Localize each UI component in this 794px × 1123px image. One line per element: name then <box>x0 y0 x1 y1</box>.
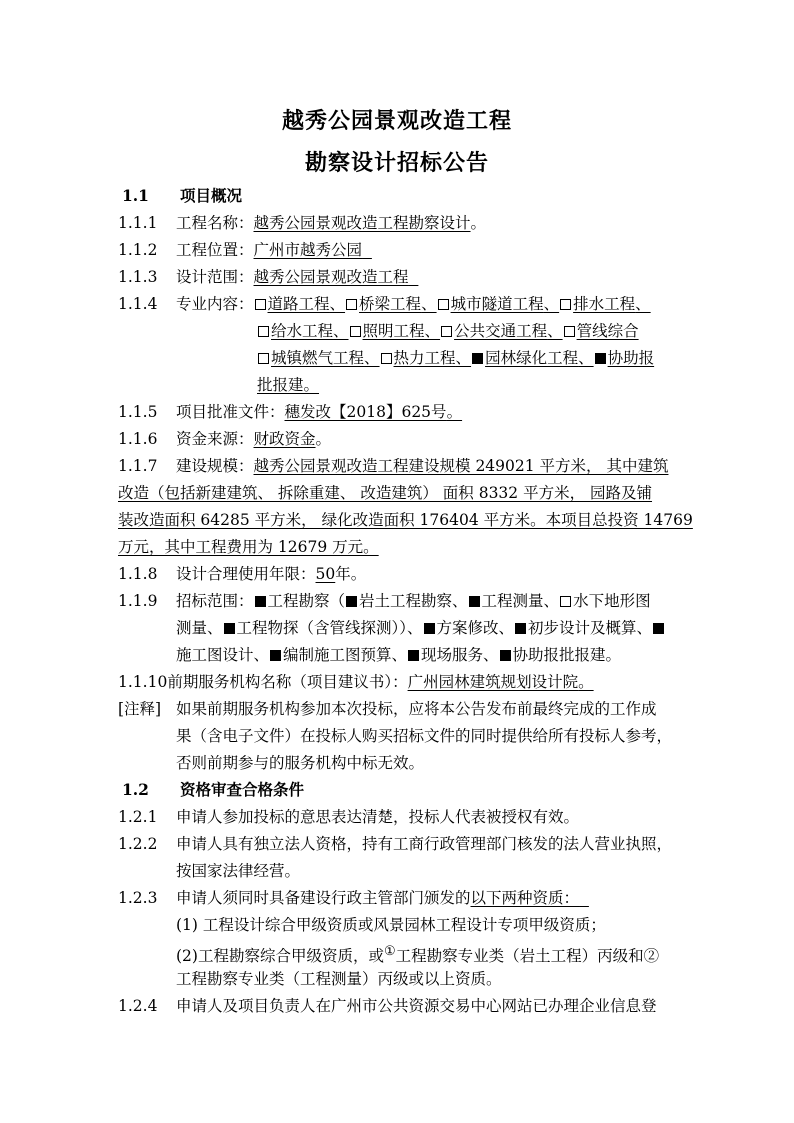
checkbox-icon <box>441 326 452 337</box>
option-label: 城镇燃气工程 <box>271 349 365 367</box>
checked-checkbox-icon <box>346 596 357 607</box>
option-label: 协助报 <box>607 349 655 367</box>
punct: 。 <box>578 673 594 691</box>
scope-text: 编制施工图预算、 <box>283 646 408 664</box>
item-1-1-9-line2 <box>176 618 666 638</box>
scope-text: 协助报批报建。 <box>512 646 622 664</box>
item-number: 1.1.4 <box>118 295 158 313</box>
item-number: 1.1.3 <box>118 268 158 286</box>
checkbox-icon <box>560 299 571 310</box>
scope-text: 水下地形图 <box>573 592 651 610</box>
item-1-1-4-line3 <box>257 348 654 368</box>
item-label: 工程位置： <box>176 241 254 259</box>
design-scope-value: 越秀公园景观改造工程 <box>253 268 409 286</box>
sep: 、 <box>421 295 437 313</box>
item-label: 建设规模： <box>176 457 254 475</box>
item-label: 设计范围： <box>176 268 254 286</box>
item-1-1-10 <box>118 672 594 692</box>
item-number: 1.2.2 <box>118 835 158 853</box>
item-1-2-3 <box>118 888 589 908</box>
item-text: 申请人具有独立法人资格，持有工商行政管理部门核发的法人营业执照， <box>176 835 673 853</box>
punct: 。 <box>470 214 487 232</box>
item-1-1-8 <box>118 564 366 584</box>
item-1-1-9-line3 <box>176 645 621 665</box>
item-1-1-1 <box>118 213 486 233</box>
item-1-1-3 <box>118 267 418 287</box>
document-subtitle: 勘察设计招标公告 <box>304 150 489 176</box>
qual-text: (2)工程勘察综合甲级资质，或 <box>176 947 384 965</box>
item-1-2-1 <box>118 807 579 827</box>
note-line3: 否则前期参与的服务机构中标无效。 <box>176 754 425 772</box>
checkbox-icon <box>255 299 266 310</box>
option-label: 道路工程 <box>267 295 330 313</box>
checkbox-icon <box>564 326 575 337</box>
scale-text-line4: 万元，其中工程费用为 12679 万元。 <box>118 538 379 556</box>
qualification-2-line2: 工程勘察专业类（工程测量）丙级或以上资质。 <box>176 970 502 988</box>
item-label: 资金来源： <box>176 430 254 448</box>
section-heading: 项目概况 <box>180 186 243 205</box>
item-number: 1.1.8 <box>118 565 158 583</box>
scope-text: 方案修改、 <box>436 619 515 637</box>
item-text-underlined: 以下两种资质： <box>470 889 580 907</box>
option-label: 排水工程 <box>573 295 636 313</box>
option-label: 公共交通工程 <box>454 322 548 340</box>
qualification-1: (1) 工程设计综合甲级资质或风景园林工程设计专项甲级资质； <box>176 916 606 934</box>
option-label: 照明工程 <box>362 322 425 340</box>
scope-text: 施工图设计、 <box>176 646 270 664</box>
option-label: 桥梁工程 <box>359 295 422 313</box>
checked-checkbox-icon <box>595 353 606 364</box>
document-title: 越秀公园景观改造工程 <box>281 108 512 134</box>
item-1-1-9 <box>118 591 651 611</box>
item-1-1-6 <box>118 429 331 449</box>
item-text: 申请人参加投标的意思表达清楚，投标人代表被授权有效。 <box>176 808 580 826</box>
item-1-1-5 <box>118 402 462 422</box>
checked-checkbox-icon <box>469 596 480 607</box>
prior-agency-value: 广州园林建筑规划设计院 <box>407 673 579 691</box>
section-1-2 <box>122 780 304 800</box>
item-label: 设计合理使用年限： <box>176 565 316 583</box>
section-heading: 资格审查合格条件 <box>180 780 305 799</box>
approval-doc-value: 穗发改【2018】625号 <box>284 403 447 421</box>
checked-checkbox-icon <box>653 623 664 634</box>
sep: 、 <box>635 295 651 313</box>
item-label: 前期服务机构名称（项目建议书）： <box>167 673 408 691</box>
scope-text: 岩土工程勘察、 <box>359 592 468 610</box>
option-label: 园林绿化工程 <box>485 349 579 367</box>
checked-checkbox-icon <box>424 623 435 634</box>
punct: 。 <box>446 403 463 421</box>
item-number: 1.2.3 <box>118 889 158 907</box>
option-label: 给水工程 <box>271 322 334 340</box>
checked-checkbox-icon <box>500 650 511 661</box>
checkbox-icon <box>350 326 361 337</box>
item-number: 1.1.7 <box>118 457 158 475</box>
scope-text: 工程物探（含管线探测））、 <box>236 619 423 637</box>
qual-text: 工程勘察专业类（岩土工程）丙级和② <box>395 947 660 965</box>
sep: 、 <box>455 349 472 367</box>
sep: 、 <box>329 295 346 313</box>
sep: 、 <box>364 349 380 367</box>
item-number: 1.1.6 <box>118 430 158 448</box>
scope-text: 现场服务、 <box>421 646 499 664</box>
item-number: 1.1.2 <box>118 241 158 259</box>
item-number: 1.1.9 <box>118 592 158 610</box>
scope-text: 初步设计及概算、 <box>528 619 653 637</box>
option-label: 城市隧道工程 <box>450 295 544 313</box>
scale-text-line2: 改造（包括新建建筑、 拆除重建、 改造建筑） 面积 8332 平方米， 园路及铺 <box>118 484 653 502</box>
sep: 、 <box>333 322 349 340</box>
scale-text: 越秀公园景观改造工程建设规模 249021 平方米， 其中建筑 <box>253 457 669 475</box>
item-number: 1.1.5 <box>118 403 158 421</box>
item-text: 申请人及项目负责人在广州市公共资源交易中心网站已办理企业信息登 <box>176 997 657 1015</box>
checkbox-icon <box>258 326 269 337</box>
checked-checkbox-icon <box>255 596 266 607</box>
qualification-2 <box>176 942 659 966</box>
sep: 、 <box>547 322 563 340</box>
checked-checkbox-icon <box>224 623 235 634</box>
checked-checkbox-icon <box>472 353 483 364</box>
note-text: 如果前期服务机构参加本次投标，应将本公告发布前最终完成的工作成 <box>176 700 657 718</box>
checkbox-icon <box>258 353 269 364</box>
project-name-value: 越秀公园景观改造工程勘察设计 <box>253 214 471 232</box>
scope-text: 测量、 <box>176 619 223 637</box>
note-tag: [注释] <box>118 700 162 718</box>
option-label: 热力工程 <box>393 349 456 367</box>
item-1-2-2-line2: 按国家法律经营。 <box>176 862 301 880</box>
note-line2: 果（含电子文件）在投标人购买招标文件的同时提供给所有投标人参考， <box>176 727 673 745</box>
section-number: 1.1 <box>122 186 149 205</box>
scale-text-line3: 装改造面积 64285 平方米， 绿化改造面积 176404 平方米。本项目总投资 14769 <box>118 511 693 529</box>
item-label: 工程名称： <box>176 214 254 232</box>
sep: 、 <box>424 322 441 340</box>
section-1-1 <box>122 186 242 206</box>
item-1-2-4 <box>118 996 657 1016</box>
item-1-1-7 <box>118 456 668 476</box>
checked-checkbox-icon <box>270 650 281 661</box>
item-1-2-2 <box>118 834 672 854</box>
section-number: 1.2 <box>122 780 149 799</box>
sep: 、 <box>543 295 560 313</box>
item-1-1-4-line2 <box>257 321 639 341</box>
item-1-1-2 <box>118 240 372 260</box>
checkbox-icon <box>438 299 449 310</box>
note <box>118 699 657 719</box>
checked-checkbox-icon <box>515 623 526 634</box>
fund-source-value: 财政资金 <box>253 430 316 448</box>
item-number: 1.1.1 <box>118 214 158 232</box>
item-1-1-4 <box>118 294 651 314</box>
item-number: 1.1.10 <box>118 673 168 691</box>
checkbox-icon <box>381 353 392 364</box>
checkbox-icon <box>346 299 357 310</box>
item-number: 1.2.4 <box>118 997 158 1015</box>
sep: 、 <box>578 349 594 367</box>
item-text: 申请人须同时具备建设行政主管部门颁发的 <box>176 889 471 907</box>
option-label: 管线综合 <box>576 322 639 340</box>
project-location-value: 广州市越秀公园 <box>253 241 363 259</box>
item-number: 1.2.1 <box>118 808 158 826</box>
item-1-1-4-line4: 批报建。 <box>257 376 320 394</box>
service-life-value: 50 <box>315 565 336 583</box>
punct: 。 <box>315 430 332 448</box>
checked-checkbox-icon <box>408 650 419 661</box>
checkbox-icon <box>560 596 571 607</box>
punct: 年。 <box>335 565 367 583</box>
item-label: 项目批准文件： <box>176 403 285 421</box>
circled-one: ① <box>383 944 396 959</box>
item-label: 专业内容： <box>176 295 254 313</box>
scope-text: 工程测量、 <box>481 592 560 610</box>
scope-text: 工程勘察（ <box>267 592 346 610</box>
item-label: 招标范围： <box>176 592 254 610</box>
